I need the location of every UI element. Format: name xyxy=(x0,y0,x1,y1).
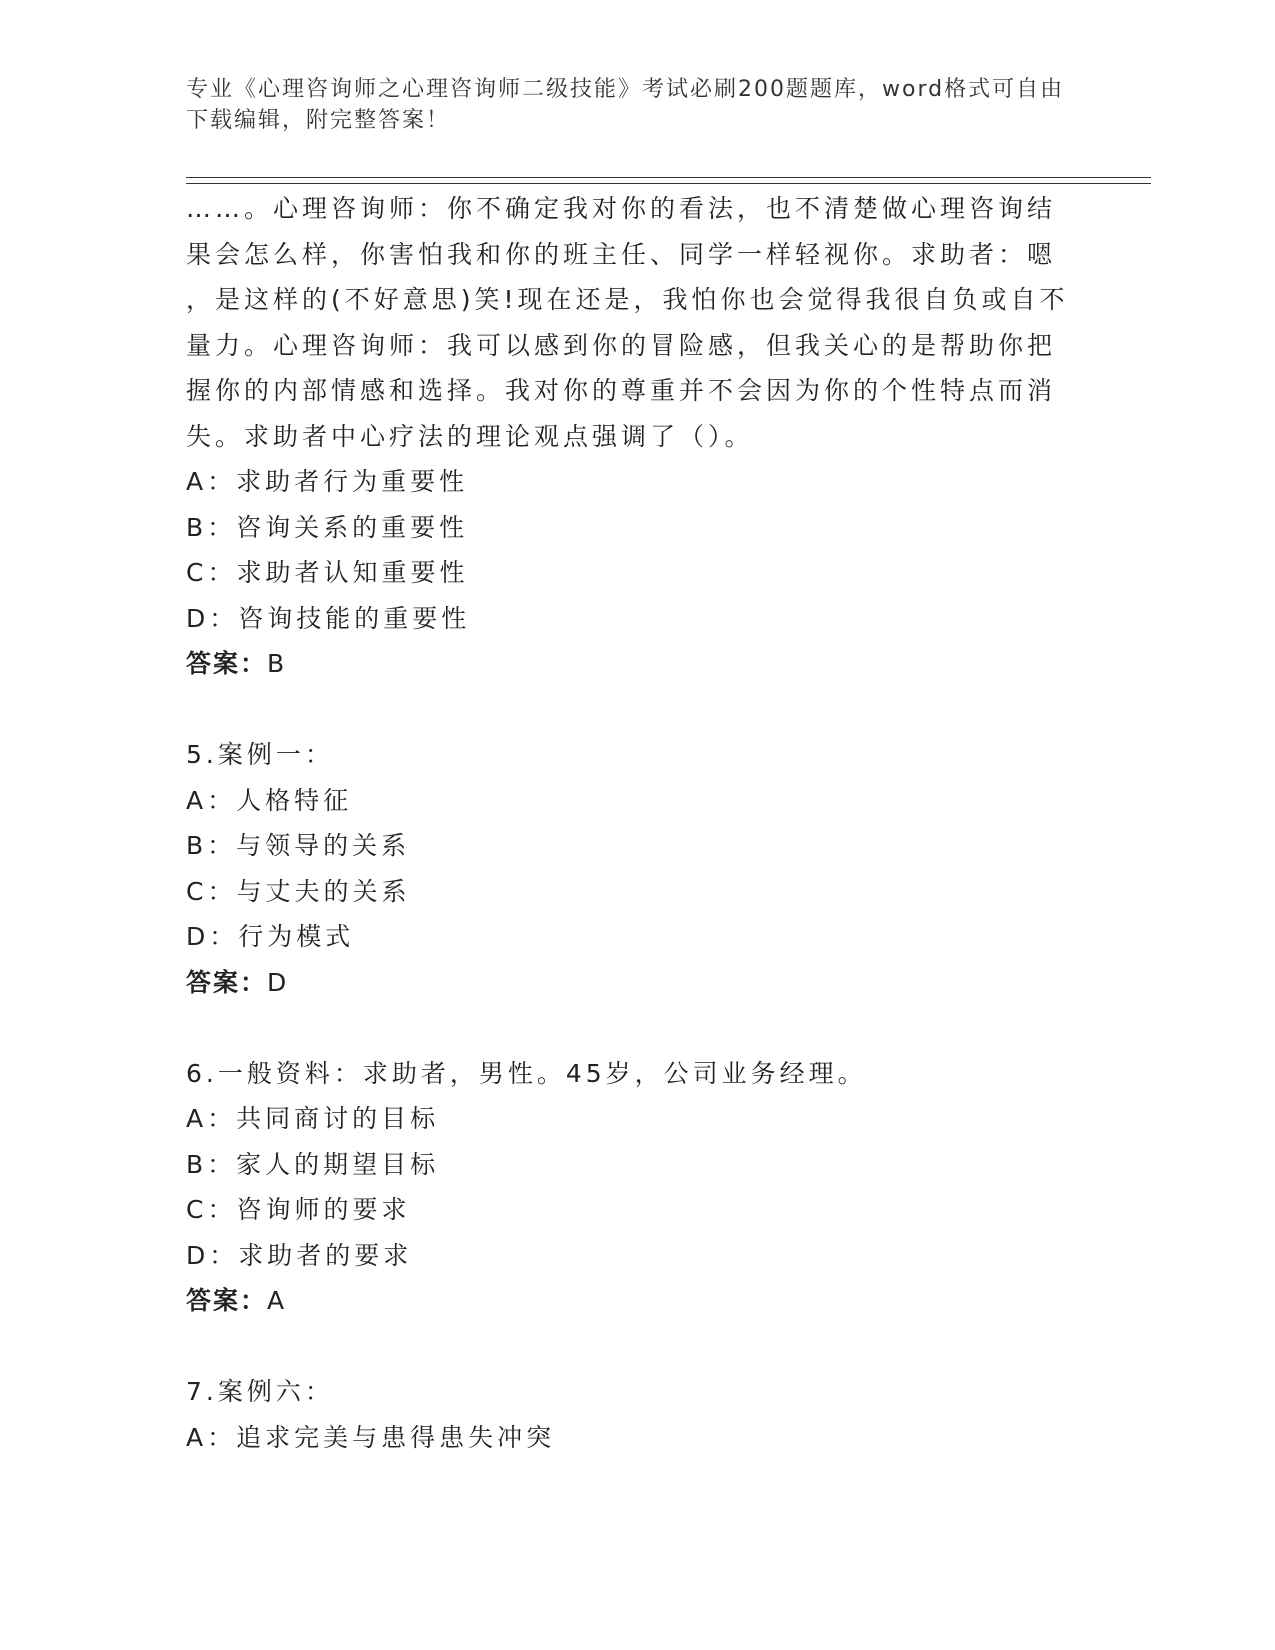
stem-line: 握你的内部情感和选择。我对你的尊重并不会因为你的个性特点而消 xyxy=(186,376,1057,405)
question-6 xyxy=(186,1051,1086,1324)
question-7 xyxy=(186,1369,1086,1460)
option-d: D：咨询技能的重要性 xyxy=(186,603,471,633)
option-b: B：咨询关系的重要性 xyxy=(186,512,469,542)
header-text: 专业《心理咨询师之心理咨询师二级技能》考试必刷200题题库，word格式可自由下载编辑，附完整答案！ xyxy=(186,77,1065,133)
answer-line xyxy=(186,1278,1086,1324)
question-list xyxy=(186,186,1086,1460)
answer-value: D xyxy=(267,967,288,997)
option-c: C：咨询师的要求 xyxy=(186,1195,411,1224)
stem-line: 果会怎么样，你害怕我和你的班主任、同学一样轻视你。求助者：嗯 xyxy=(186,239,1057,269)
option-a: A：共同商讨的目标 xyxy=(186,1104,440,1133)
option-c: C：求助者认知重要性 xyxy=(186,558,469,587)
option-a: A：追求完美与患得患失冲突 xyxy=(186,1422,556,1452)
answer-label: 答案： xyxy=(186,649,268,678)
option-d: D：行为模式 xyxy=(186,922,355,951)
spacer xyxy=(186,1005,1086,1051)
page-header xyxy=(186,74,1066,136)
question-6-stem: 6.一般资料：求助者，男性。45岁，公司业务经理。 xyxy=(186,1058,867,1088)
answer-value: B xyxy=(267,649,286,678)
option-a: A：求助者行为重要性 xyxy=(186,467,469,496)
answer-label: 答案： xyxy=(186,1286,268,1315)
question-4-stem xyxy=(186,186,1086,459)
question-5 xyxy=(186,732,1086,1005)
option-b: B：家人的期望目标 xyxy=(186,1149,440,1179)
spacer xyxy=(186,687,1086,733)
stem-line: 失。求助者中心疗法的理论观点强调了（）。 xyxy=(186,421,754,451)
option-c: C：与丈夫的关系 xyxy=(186,876,411,906)
answer-value: A xyxy=(267,1286,286,1315)
answer-line xyxy=(186,641,1086,687)
stem-line: 量力。心理咨询师：我可以感到你的冒险感，但我关心的是帮助你把 xyxy=(186,330,1057,360)
question-4 xyxy=(186,186,1086,687)
stem-line: ……。心理咨询师：你不确定我对你的看法，也不清楚做心理咨询结 xyxy=(186,194,1057,223)
question-5-stem: 5.案例一： xyxy=(186,740,334,769)
stem-line: ，是这样的(不好意思)笑!现在还是，我怕你也会觉得我很自负或自不 xyxy=(186,285,1069,314)
answer-label: 答案： xyxy=(186,967,268,997)
spacer xyxy=(186,1324,1086,1370)
option-b: B：与领导的关系 xyxy=(186,831,411,860)
question-7-stem: 7.案例六： xyxy=(186,1377,334,1406)
answer-line xyxy=(186,960,1086,1006)
option-d: D：求助者的要求 xyxy=(186,1240,413,1270)
option-a: A：人格特征 xyxy=(186,785,353,815)
header-double-rule xyxy=(186,177,1151,184)
